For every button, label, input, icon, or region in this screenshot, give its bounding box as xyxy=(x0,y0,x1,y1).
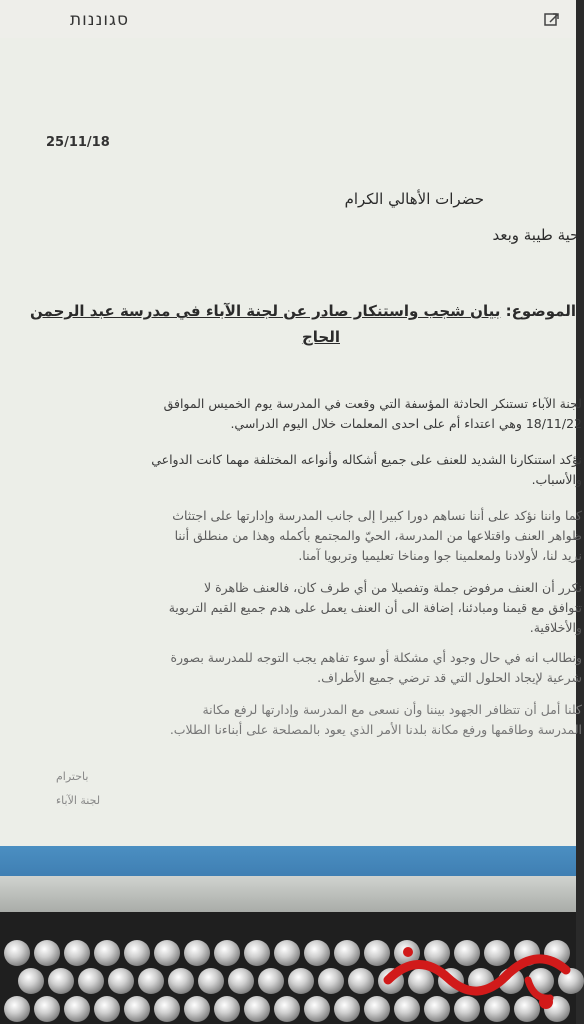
rhinestone xyxy=(138,968,164,994)
rhinestone xyxy=(214,940,240,966)
paragraph-line: نريد لنا، لأولادنا ولمعلمينا جوا ومناخا تعليميا وتربويا آمنا. xyxy=(298,548,582,563)
monitor-bezel xyxy=(0,876,576,912)
paragraph-line: 18/11/22 وهي اعتداء أم على احدى المعلمات خلال اليوم الدراسي. xyxy=(230,416,582,431)
taskbar-strip xyxy=(0,846,576,876)
rhinestone xyxy=(214,996,240,1022)
rhinestone xyxy=(78,968,104,994)
paragraph-3 xyxy=(22,506,582,566)
letter-date: 25/11/18 xyxy=(46,135,110,150)
subject-line xyxy=(31,298,576,324)
rhinestone xyxy=(48,968,74,994)
rhinestone xyxy=(154,996,180,1022)
rhinestone xyxy=(244,996,270,1022)
subject-text: بيان شجب واستنكار صادر عن لجنة الآباء في مدرسة عبد الرحمن xyxy=(30,302,501,320)
subject-text-continued: الحاج xyxy=(301,328,340,346)
rhinestone xyxy=(244,940,270,966)
greeting-line-2: تحية طيبة وبعد xyxy=(492,226,584,244)
rhinestone xyxy=(34,996,60,1022)
rhinestone xyxy=(4,940,30,966)
greeting-line-1: حضرات الأهالي الكرام xyxy=(344,190,484,208)
rhinestone xyxy=(348,968,374,994)
paragraph-line: نكرر أن العنف مرفوض جملة وتفصيلا من أي طرف كان، فالعنف ظاهرة لا xyxy=(203,580,582,595)
rhinestone xyxy=(124,940,150,966)
rhinestone xyxy=(274,996,300,1022)
paragraph-line: والأسباب. xyxy=(531,472,582,487)
subject-label: الموضوع: xyxy=(505,302,576,320)
close-button[interactable]: סגוננות xyxy=(70,10,130,30)
restore-window-icon[interactable] xyxy=(544,10,562,28)
rhinestone xyxy=(304,996,330,1022)
paragraph-2 xyxy=(22,450,582,490)
rhinestone xyxy=(184,940,210,966)
paragraph-5 xyxy=(22,648,582,688)
rhinestone xyxy=(64,940,90,966)
paragraph-line: كلنا أمل أن تتظافر الجهود بيننا وأن نسعى مع المدرسة وإدارتها لرفع مكانة xyxy=(202,702,582,717)
paragraph-line: والأخلاقية. xyxy=(529,620,582,635)
paragraph-line: لجنة الآباء تستنكر الحادثة المؤسفة التي وقعت في المدرسة يوم الخميس الموافق xyxy=(163,396,582,411)
rhinestone xyxy=(274,940,300,966)
paragraph-1 xyxy=(22,394,582,434)
watermark-logo xyxy=(378,930,574,1018)
paragraph-4 xyxy=(22,578,582,638)
rhinestone xyxy=(154,940,180,966)
signature-text: لجنة الآباء xyxy=(56,794,101,807)
document-page xyxy=(0,38,584,846)
paragraph-line: تتوافق مع قيمنا ومبادئنا، إضافة الى أن العنف يعمل على هدم جميع القيم التربوية xyxy=(168,600,582,615)
paragraph-line: ونطالب انه في حال وجود أي مشكلة أو سوء تفاهم يجب التوجه للمدرسة بصورة xyxy=(170,650,582,665)
rhinestone xyxy=(334,940,360,966)
rhinestone xyxy=(184,996,210,1022)
rhinestone xyxy=(258,968,284,994)
rhinestone xyxy=(64,996,90,1022)
rhinestone xyxy=(198,968,224,994)
closing-text: باحترام xyxy=(56,770,89,783)
paragraph-line: المدرسة وطاقمها ورفع مكانة بلدنا الأمر الذي يعود بالمصلحة على أبناءنا الطلاب. xyxy=(169,722,582,737)
rhinestone xyxy=(228,968,254,994)
rhinestone xyxy=(168,968,194,994)
rhinestone xyxy=(34,940,60,966)
rhinestone xyxy=(94,940,120,966)
rhinestone xyxy=(108,968,134,994)
paragraph-line: ظواهر العنف واقتلاعها من المدرسة، الحيّ والمجتمع بأكمله وهذا من منطلق أننا xyxy=(174,528,582,543)
rhinestone xyxy=(4,996,30,1022)
rhinestone xyxy=(334,996,360,1022)
rhinestone xyxy=(94,996,120,1022)
paragraph-6 xyxy=(22,700,582,740)
rhinestone xyxy=(318,968,344,994)
paragraph-line: كما واننا نؤكد على أننا نساهم دورا كبيرا إلى جانب المدرسة وإدارتها على اجتثاث xyxy=(172,508,582,523)
paragraph-line: نؤكد استنكارنا الشديد للعنف على جميع أشكاله وأنواعه المختلفة مهما كانت الدواعي xyxy=(151,452,582,467)
paragraph-line: شرعية لإيجاد الحلول التي قد ترضي جميع الأطراف. xyxy=(317,670,582,685)
rhinestone xyxy=(304,940,330,966)
rhinestone xyxy=(288,968,314,994)
window-titlebar xyxy=(0,0,576,39)
rhinestone xyxy=(18,968,44,994)
rhinestone xyxy=(124,996,150,1022)
